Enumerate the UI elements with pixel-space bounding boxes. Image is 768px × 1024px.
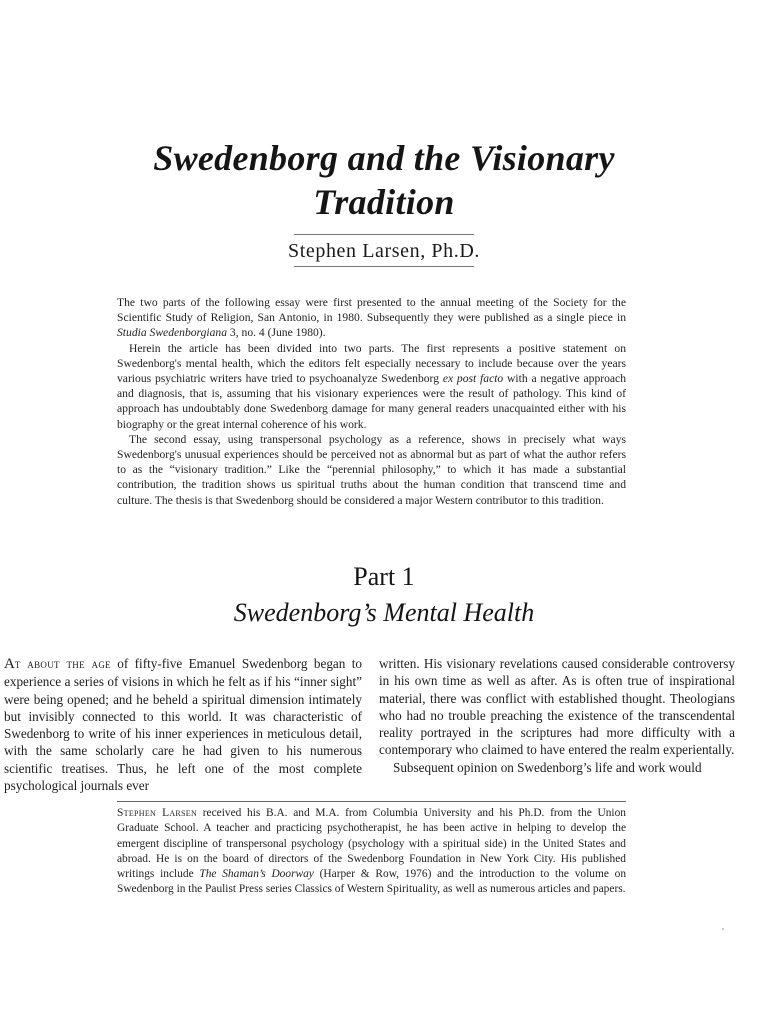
scan-speck bbox=[722, 928, 724, 930]
author-bio-footnote bbox=[117, 806, 626, 898]
journal-title: Studia Swedenborgiana bbox=[117, 326, 228, 340]
footnote-text-end: (Harper & Row, 1976) and the introduction to the volume on Swedenborg in the Paulist Press series Classics of Western Spirituality, as well as numerous articles and papers. bbox=[117, 868, 627, 896]
intro-p1-citation: 3, no. 4 (June 1980). bbox=[227, 326, 326, 340]
intro-paragraph-3: The second essay, using transpersonal psychology as a reference, shows in precisely what ways Swedenborg's unusual experiences should be perceived not as abnormal but as part of what the author refers to as the “visionary tradition.” Like the “perennial philosophy,” to which it has made a substantial contribution, the tradition shows us spiritual truths about the human condition that transcend time and culture. The thesis is that Swedenborg should be considered a major Western contributor to this tradition. bbox=[117, 432, 626, 507]
part-title: Swedenborg’s Mental Health bbox=[233, 598, 535, 627]
drop-cap: A bbox=[4, 656, 15, 672]
intro-paragraph-1 bbox=[117, 295, 626, 341]
intro-p1-text: The two parts of the following essay were first presented to the annual meeting of the Society for the Scientific Study of Religion, San Antonio, in 1980. Subsequently they were published as a single piece in bbox=[117, 296, 626, 325]
footnote-rule bbox=[117, 801, 626, 802]
footnote-paragraph bbox=[117, 806, 626, 898]
lead-in-smallcaps: t about the age bbox=[14, 656, 111, 671]
body-paragraph: Subsequent opinion on Swedenborg’s life and work would bbox=[393, 759, 702, 775]
editorial-introduction bbox=[117, 295, 626, 508]
article-title bbox=[0, 136, 768, 224]
intro-p2-text: Herein the article has been divided into two parts. The first represents a positive statement on Swedenborg's mental health, which the editors felt especially necessary to include because over the years various psychiatric writers have tried to psychoanalyze Swedenborg bbox=[117, 341, 626, 386]
book-title: The Shaman’s Doorway bbox=[199, 868, 314, 881]
footnote-author-name: Stephen Larsen bbox=[117, 807, 198, 819]
opening-paragraph-text: of fifty-five Emanuel Swedenborg began to experience a series of visions in which he felt as if his “inner sight” were being opened; and he beheld a spiritual dimension intimately but invisibly connected to this world. It was characteristic of Swedenborg to write of his inner experiences in meticulous detail, with the same scholarly care he had given to his numerous scientific treatises. Thus, he left one of the most complete psychological journals ever bbox=[4, 656, 362, 794]
title-line-2: Tradition bbox=[313, 182, 455, 223]
author-rule-bottom bbox=[294, 266, 474, 267]
footnote-text: received his B.A. and M.A. from Columbia University and his Ph.D. from the Union Graduate School. A teacher and practicing psychotherapist, he has been active in helping to develop the emergent discipline of transpersonal psychology (psychology with a spiritual side) in the United States and abroad. He is on the board of directors of the Swedenborg Foundation in New York City. His published writings include bbox=[117, 807, 626, 881]
title-line-1: Swedenborg and the Visionary bbox=[153, 138, 615, 179]
part-heading: Part 1 bbox=[353, 562, 415, 591]
author-byline: Stephen Larsen, Ph.D. bbox=[287, 240, 480, 262]
body-paragraph: written. His visionary revelations caused considerable controversy in his own time as well as after. As is often true of inspirational material, there was conflict with established thought. Theologians who had no trouble preaching the existence of the transcendental reality portrayed in the scriptures had more difficulty with a contemporary who claimed to have entered the realm experientally. bbox=[379, 656, 735, 758]
author-rule-top bbox=[294, 234, 474, 235]
intro-paragraph-2 bbox=[117, 341, 626, 432]
body-column-left bbox=[4, 655, 362, 794]
intro-p2-text-end: with a negative approach and diagnosis, that is, assuming that his visionary experiences were the result of pathology. This kind of approach has undoubtably done Swedenborg damage for many general readers unacquainted either with his biography or the great internal coherence of his work. bbox=[117, 372, 626, 431]
body-column-right bbox=[379, 655, 735, 776]
latin-phrase: ex post facto bbox=[442, 372, 504, 386]
opening-paragraph bbox=[4, 655, 362, 794]
